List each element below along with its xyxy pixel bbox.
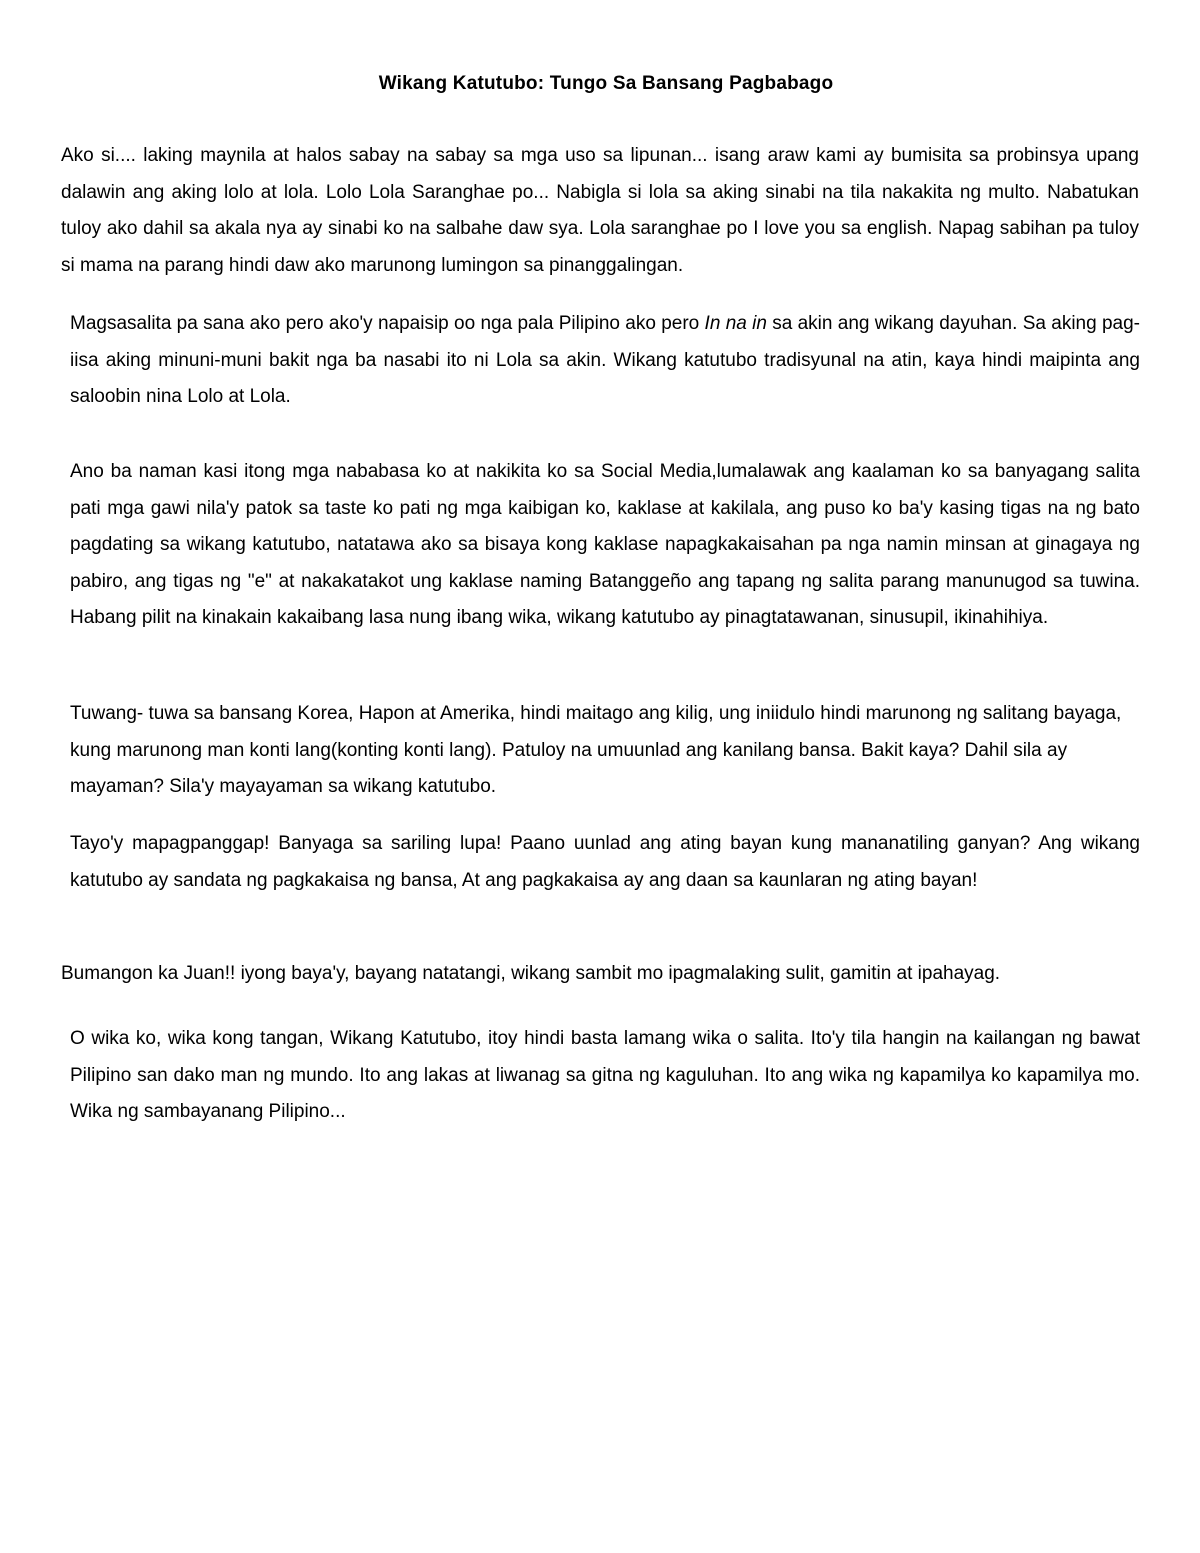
paragraph-1: Ako si.... laking maynila at halos sabay na sabay sa mga uso sa lipunan... isang araw kami ay bumisita sa probinsya upang dalawin ang aking lolo at lola. Lolo Lola Saranghae po... Nabigla si lola sa aking sinabi na tila nakakita ng multo. Nabatukan tuloy ako dahil sa akala nya ay sinabi ko na salbahe daw sya. Lola saranghae po I love you sa english. Napag sabihan pa tuloy si mama na parang hindi daw ako marunong lumingon sa pinanggalingan. — [61, 145, 1139, 276]
document-title: Wikang Katutubo: Tungo Sa Bansang Pagbabago — [378, 73, 834, 94]
paragraph-2-text-before: Magsasalita pa sana ako pero ako'y napaisip oo nga pala Pilipino ako pero — [70, 313, 705, 334]
paragraph-2-text-after: sa akin ang wikang dayuhan. Sa aking pag-iisa aking minuni-muni bakit nga ba nasabi ito ni Lola sa akin. Wikang katutubo tradisyunal na atin, kaya hindi maipinta ang saloobin nina Lolo at Lola. — [70, 313, 1141, 407]
paragraph-2-italic-phrase: In na in — [704, 313, 767, 334]
paragraph-4: Tuwang- tuwa sa bansang Korea, Hapon at Amerika, hindi maitago ang kilig, ung iniidulo hindi marunong ng salitang bayaga, kung marunong man konti lang(konting konti lang). Patuloy na umuunlad ang kanilang bansa. Bakit kaya? Dahil sila ay mayaman? Sila'y mayayaman sa wikang katutubo. — [70, 703, 1122, 797]
paragraph-6: Bumangon ka Juan!! iyong baya'y, bayang natatangi, wikang sambit mo ipagmalaking sulit, gamitin at ipahayag. — [61, 963, 1001, 984]
paragraph-7: O wika ko, wika kong tangan, Wikang Katutubo, itoy hindi basta lamang wika o salita. Ito'y tila hangin na kailangan ng bawat Pilipino san dako man ng mundo. Ito ang lakas at liwanag sa gitna ng kaguluhan. Ito ang wika ng kapamilya ko kapamilya mo. Wika ng sambayanang Pilipino... — [70, 1028, 1140, 1122]
paragraph-3: Ano ba naman kasi itong mga nababasa ko at nakikita ko sa Social Media,lumalawak ang kaalaman ko sa banyagang salita pati mga gawi nila'y patok sa taste ko pati ng mga kaibigan ko, kaklase at kakilala, ang puso ko ba'y kasing tigas na ng bato pagdating sa wikang katutubo, natatawa ako sa bisaya kong kaklase napagkakaisahan pa nga namin minsan at ginagaya ng pabiro, ang tigas ng "e" at nakakatakot ung kaklase naming Batanggeño ang tapang ng salita parang manunugod sa tuwina. Habang pilit na kinakain kakaibang lasa nung ibang wika, wikang katutubo ay pinagtatawanan, sinusupil, ikinahihiya. — [70, 461, 1140, 628]
paragraph-5: Tayo'y mapagpanggap! Banyaga sa sariling lupa! Paano uunlad ang ating bayan kung mananatiling ganyan? Ang wikang katutubo ay sandata ng pagkakaisa ng bansa, At ang pagkakaisa ay ang daan sa kaunlaran ng ating bayan! — [70, 833, 1140, 891]
paragraph-2 — [70, 306, 1140, 416]
